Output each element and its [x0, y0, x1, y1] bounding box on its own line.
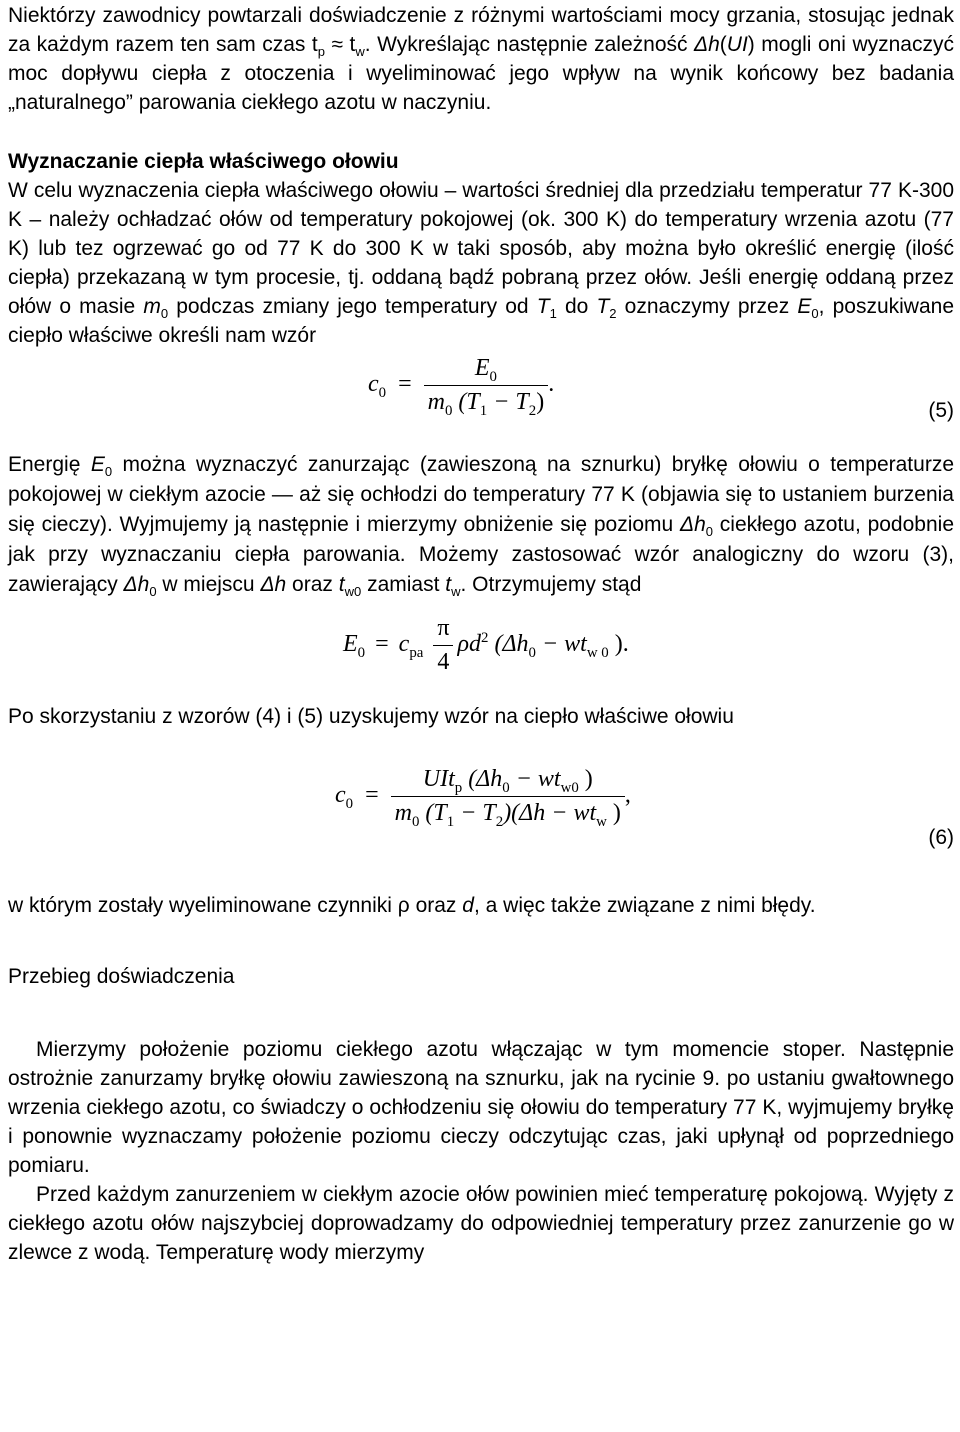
text: w którym zostały wyeliminowane czynniki [8, 894, 398, 917]
subscript: w 0 [586, 644, 609, 661]
symbol: ρd [457, 631, 482, 658]
text: oraz [286, 573, 339, 596]
text: w miejscu [156, 573, 261, 596]
text: ) mogli oni wyznaczyć moc dopływu ciepła z otoczenia i wyeliminować jego wpływ na wynik końcowy bez badania „naturalnego” parowania ciekłego azotu w naczyniu. [8, 33, 954, 114]
symbol: E [474, 355, 490, 381]
symbol: m [394, 800, 412, 826]
symbol: c [335, 782, 346, 809]
symbol: T [536, 295, 550, 318]
text: . Wykreślając następnie zależność [364, 33, 694, 56]
subscript: w [355, 44, 365, 60]
subscript: 0 [345, 795, 354, 812]
paragraph-before-immersion: Przed każdym zanurzeniem w ciekłym azocie ołów powinien mieć temperaturę pokojową. Wyjęty z ciekłego azotu ołów najszybciej doprowadzamy do odpowiedniej temperatury przez zanurzenie go w zlewce z wodą. Temperaturę wody mierzymy [8, 1183, 954, 1264]
text: ( [719, 33, 727, 56]
symbol: m [143, 295, 161, 318]
text: zamiast [361, 573, 446, 596]
equation-e0 [8, 600, 954, 700]
symbol: Δh [680, 513, 706, 536]
numerator: π [437, 615, 450, 641]
symbol: E [90, 453, 105, 476]
symbol: UI [726, 33, 748, 56]
section-heading: Wyznaczanie ciepła właściwego ołowiu [8, 150, 399, 173]
subscript: w [596, 813, 607, 830]
fraction [391, 765, 625, 828]
subscript: pa [409, 644, 424, 661]
symbol: − T [487, 389, 529, 415]
symbol: UIt [422, 766, 455, 792]
symbol: (T [452, 389, 480, 415]
text: oznaczymy przez [616, 295, 798, 318]
symbol: ) [536, 389, 545, 415]
denominator [391, 796, 625, 828]
symbol: ρ [397, 894, 410, 917]
symbol: ) [578, 766, 593, 792]
subscript: 0 [489, 368, 497, 385]
text: W celu wyznaczenia ciepła właściwego ołowiu – wartości średniej dla przedziału temperatur 77 K-300 K – należy ochładzać ołów od temperatury pokojowej (ok. 300 K) do temperatury wrzenia azotu (77 K) lub tez ogrzewać go od 77 K do 300 K w taki sposób, aby można było określić energię (ilość ciepła) przekazaną w tym procesie, tj. oddaną bądź pobraną przez ołów. Jeśli energię oddaną przez ołów o masie [8, 179, 954, 318]
symbol: ). [608, 631, 629, 658]
symbol: t [338, 573, 345, 596]
symbol: c [368, 371, 379, 398]
text: Energię [8, 453, 91, 476]
text: podczas zmiany jego temperatury od [168, 295, 537, 318]
text: do [556, 295, 597, 318]
operator: = [398, 371, 412, 398]
equation-number: (5) [928, 399, 954, 422]
symbol: c [398, 631, 410, 658]
text: ciekłego azotu, podobnie jak przy wyznaczaniu ciepła parowania. Możemy zastosować wzór analogiczny do wzoru (3), zawierający [8, 513, 954, 596]
subscript: w0 [344, 584, 362, 600]
subscript: 0 [357, 644, 366, 661]
punctuation: , [624, 782, 631, 809]
subscript: 2 [528, 402, 537, 419]
text: ≈ t [324, 33, 356, 56]
text: można wyznaczyć zanurzając (zawieszoną na sznurku) bryłkę ołowiu o temperaturze pokojowej w ciekłym azocie — aż się ochłodzi do temperatury 77 K (objawia się to ustaniem burzenia się cieczy). Wyjmujemy ją następnie i mierzymy obniżenie się poziomu [8, 453, 954, 536]
symbol: − wt [535, 631, 587, 658]
text: , a więc także związane z nimi błędy. [473, 894, 816, 917]
equation-number: (6) [928, 826, 954, 849]
symbol: d [462, 894, 474, 917]
symbol: − T [454, 800, 496, 826]
equation-6-body [335, 765, 631, 828]
text: , poszukiwane ciepło właściwe określi nam wzór [8, 295, 955, 347]
operator: = [375, 631, 389, 658]
paragraph-intro [8, 1, 954, 117]
symbol: ) [606, 800, 621, 826]
subscript: 0 [502, 779, 510, 796]
symbol: (Δh [462, 766, 503, 792]
subscript: w0 [560, 779, 579, 796]
fraction [424, 354, 549, 417]
subscript: 0 [378, 384, 387, 401]
symbol: Δh [123, 573, 150, 596]
equation-e0-body [343, 614, 629, 677]
symbol: t [445, 573, 452, 596]
subscript: 0 [149, 584, 157, 600]
subscript: p [454, 779, 463, 796]
superscript: 2 [481, 630, 489, 647]
equation-6 [8, 731, 954, 867]
document-page [8, 0, 954, 1267]
paragraph-energy [8, 450, 954, 600]
symbol: )(Δh − wt [503, 800, 597, 826]
symbol: (T [419, 800, 447, 826]
equation-5-body [368, 354, 554, 417]
paragraph-eliminated [8, 891, 954, 920]
subscript: 1 [479, 402, 488, 419]
numerator [419, 765, 597, 796]
subheading: Przebieg doświadczenia [8, 965, 235, 988]
subscript: w [451, 584, 461, 600]
subscript: 2 [609, 306, 617, 322]
subscript: 0 [811, 306, 819, 322]
paragraph-from-formulas: Po skorzystaniu z wzorów (4) i (5) uzyskujemy wzór na ciepło właściwe ołowiu [8, 705, 734, 728]
symbol: E [797, 295, 812, 318]
paragraph-procedure: Mierzymy położenie poziomu ciekłego azotu włączając w tym momencie stoper. Następnie ostrożnie zanurzamy bryłkę ołowiu zawieszoną na sznurku, jak na rycinie 9. po ustaniu gwałtownego wrzenia ciekłego azotu, co świadczy o ochłodzeniu się ołowiu do temperatury 77 K, wyjmujemy bryłkę i ponownie wyznaczamy położenie poziomu cieczy odczytując czas, jaki upłynął od poprzedniego pomiaru. [8, 1038, 954, 1177]
symbol: Δh [260, 573, 287, 596]
text: . Otrzymujemy stąd [460, 573, 642, 596]
subscript: 0 [411, 813, 420, 830]
subscript: 0 [160, 306, 169, 322]
paragraph-specific-heat [8, 176, 954, 350]
symbol: m [427, 389, 445, 415]
subscript: p [317, 44, 325, 60]
subscript: 0 [528, 644, 536, 661]
text: oraz [409, 894, 463, 917]
symbol: (Δh [488, 631, 529, 658]
symbol: E [343, 631, 358, 658]
symbol: Δh [694, 33, 720, 56]
denominator [424, 385, 549, 417]
subscript: 0 [104, 464, 113, 480]
subscript: 1 [549, 306, 557, 322]
denominator: 4 [433, 645, 453, 677]
equation-5 [8, 350, 954, 442]
subscript: 2 [495, 813, 504, 830]
subscript: 0 [705, 524, 714, 540]
symbol: T [596, 295, 610, 318]
numerator [471, 354, 501, 385]
fraction [433, 614, 453, 677]
symbol: − wt [509, 766, 561, 792]
text: Niektórzy zawodnicy powtarzali doświadczenie z różnymi wartościami mocy grzania, stosując jednak za każdym razem ten sam czas t [8, 4, 954, 56]
subscript: 0 [444, 402, 453, 419]
punctuation: . [548, 371, 555, 398]
operator: = [365, 782, 379, 809]
subscript: 1 [446, 813, 455, 830]
